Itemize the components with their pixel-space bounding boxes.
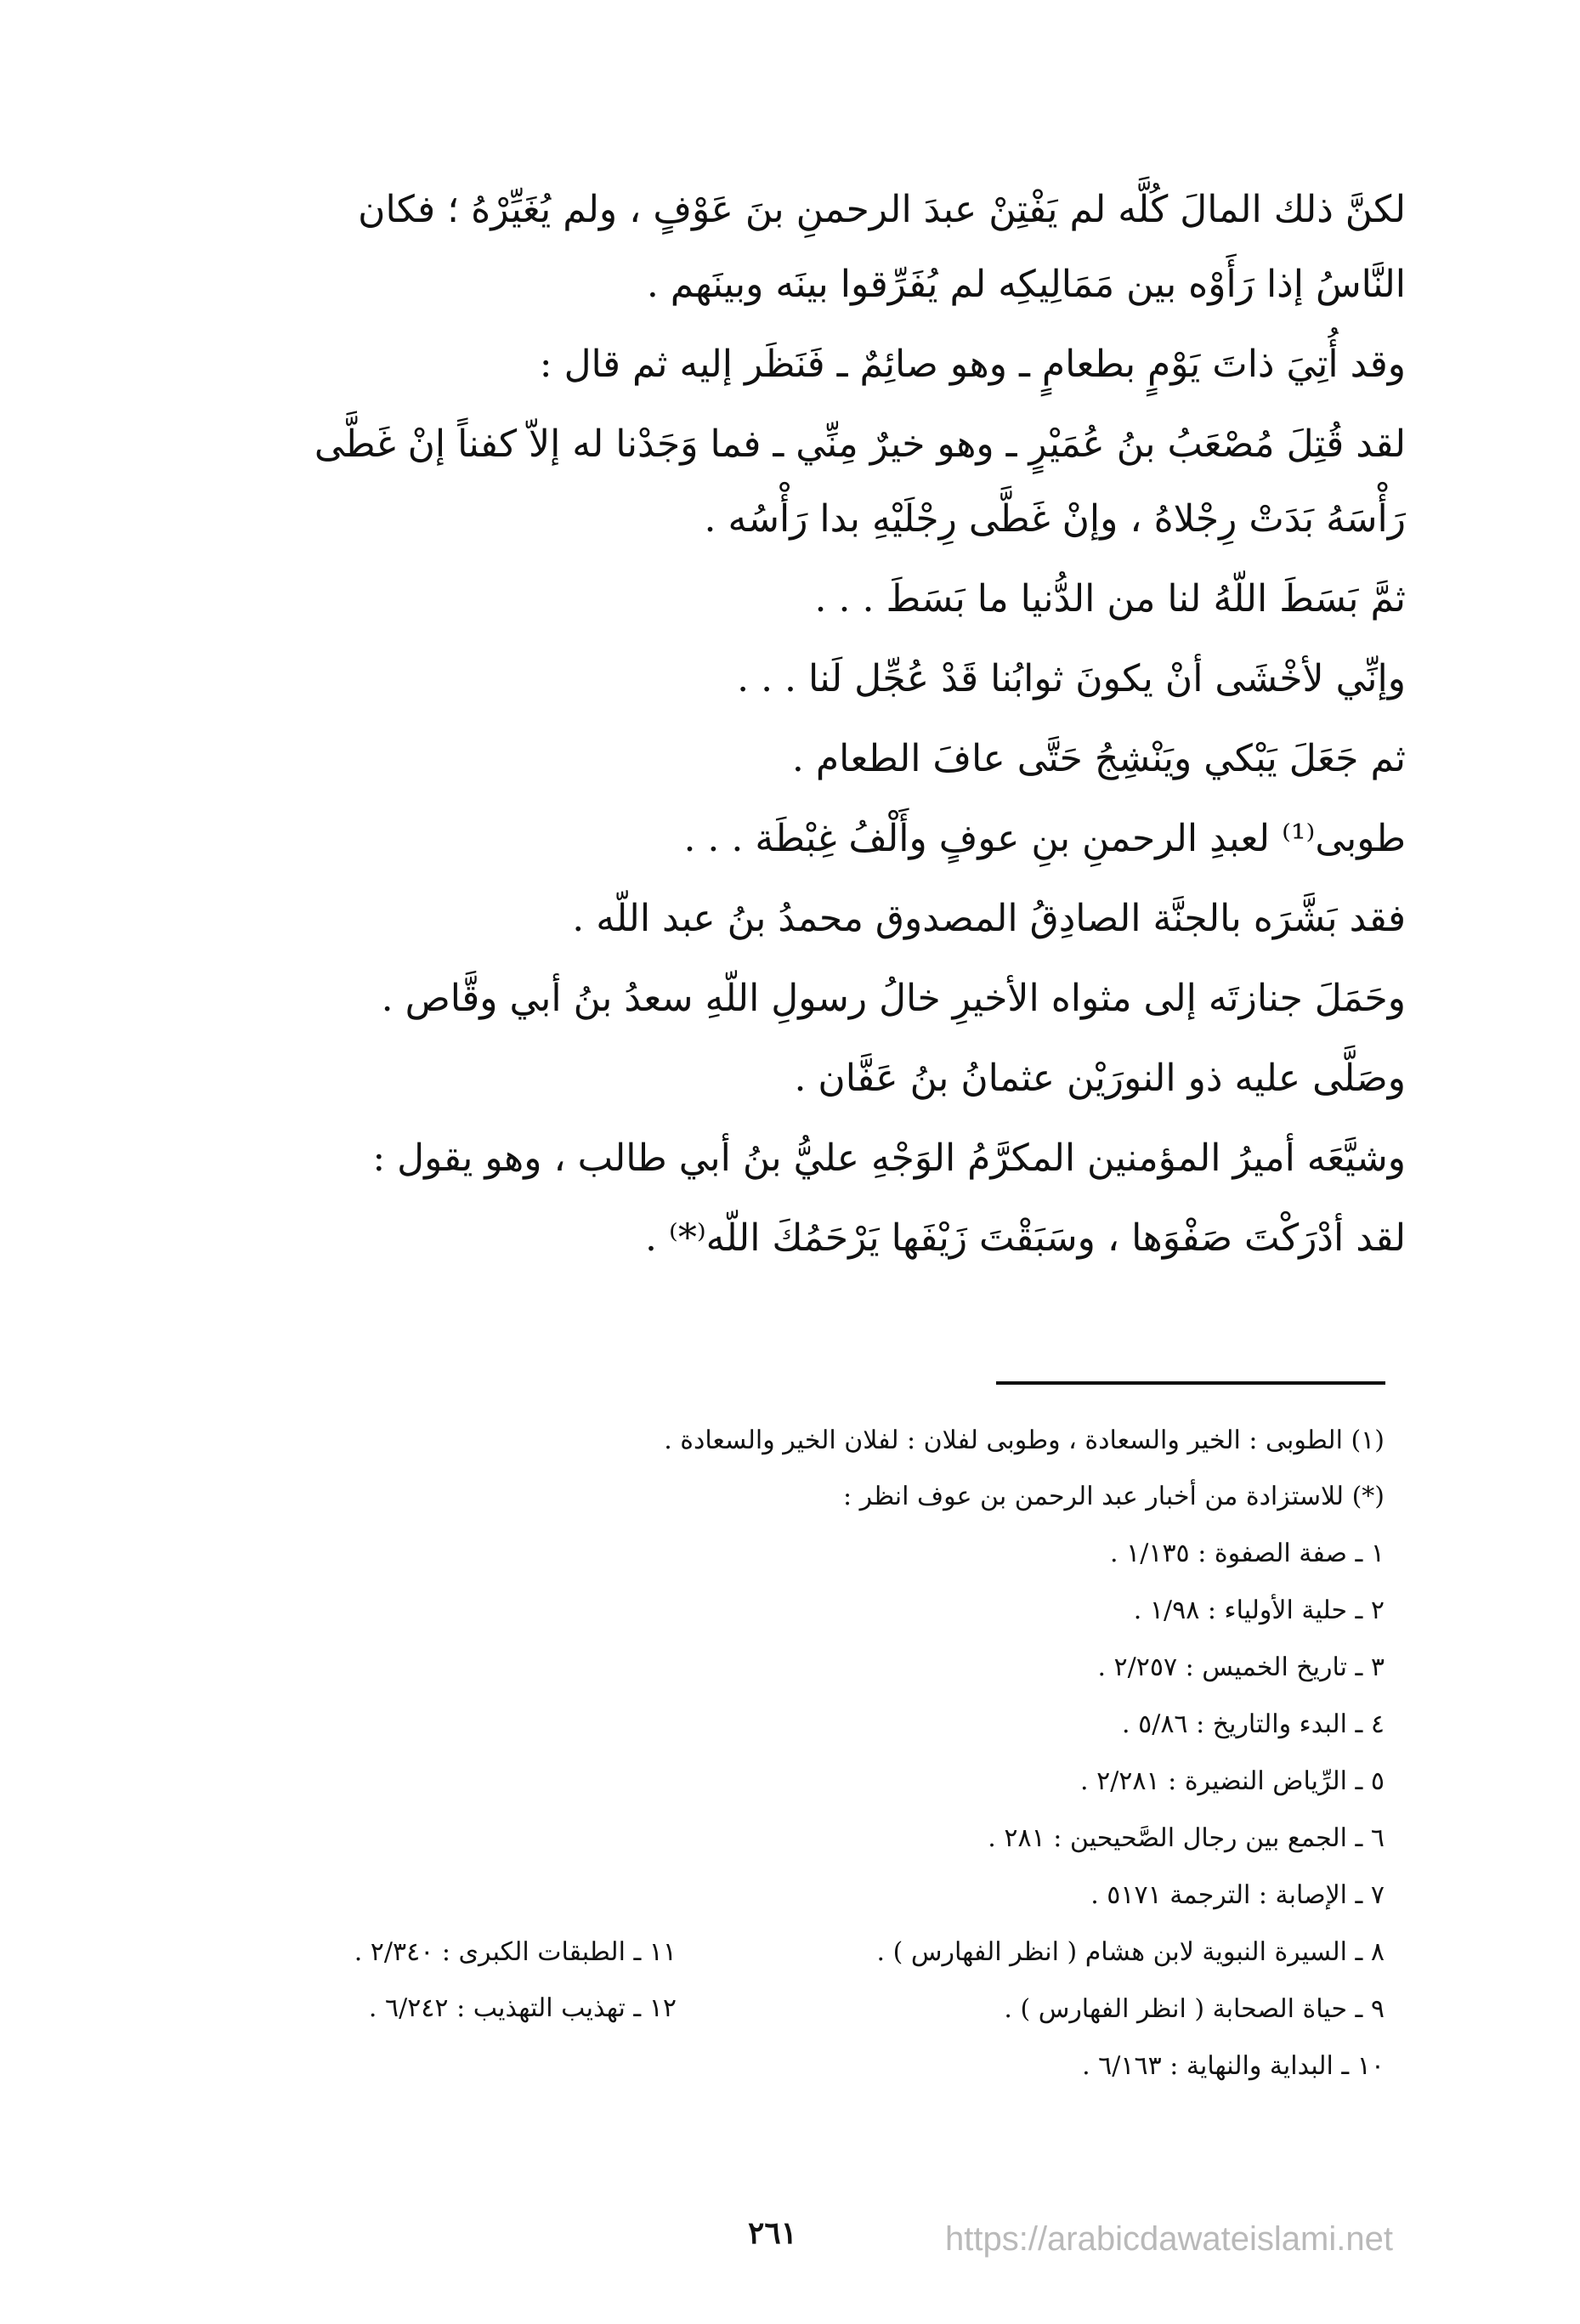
- body-line: وحَمَلَ جنازتَه إلى مثواه الأخيرِ خالُ رسولِ اللّهِ سعدُ بنُ أبي وقَّاص .: [381, 977, 1406, 1020]
- body-line: ثم جَعَلَ يَبْكي ويَنْشِجُ حَتَّى عافَ الطعام .: [791, 737, 1406, 780]
- reference-item: ٥ ـ الرِّياض النضيرة : ٢/٢٨١ .: [1080, 1766, 1385, 1796]
- footnote-divider: [996, 1381, 1385, 1385]
- reference-item: ٧ ـ الإصابة : الترجمة ٥١٧١ .: [1090, 1880, 1385, 1910]
- reference-item: ٦ ـ الجمع بين رجال الصَّحيحين : ٢٨١ .: [988, 1823, 1385, 1853]
- page-number: ٢٦١: [748, 2215, 798, 2251]
- footnote-star: (*) للاستزادة من أخبار عبد الرحمن بن عوف انظر :: [843, 1482, 1385, 1511]
- reference-item: ١١ ـ الطبقات الكبرى : ٢/٣٤٠ .: [354, 1937, 677, 1967]
- body-line: وشيَّعَه أميرُ المؤمنين المكرَّمُ الوَجْهِ عليُّ بنُ أبي طالب ، وهو يقول :: [372, 1136, 1406, 1180]
- body-line: لقد أدْرَكْتَ صَفْوَها ، وسَبَقْتَ زَيْفَها يَرْحَمُكَ اللّه⁽*⁾ .: [645, 1216, 1406, 1260]
- reference-item: ١٠ ـ البداية والنهاية : ٦/١٦٣ .: [1082, 2051, 1385, 2081]
- reference-list: [877, 1525, 1385, 2094]
- body-line: وإنِّي لأخْشَى أنْ يكونَ ثوابُنا قَدْ عُجِّل لَنا . . .: [737, 657, 1406, 700]
- footnotes: [178, 1413, 1385, 1525]
- reference-item: ٢ ـ حلية الأولياء : ١/٩٨ .: [1133, 1596, 1385, 1625]
- body-line: فقد بَشَّرَه بالجنَّة الصادِقُ المصدوق محمدُ بنُ عبد اللّه .: [572, 897, 1406, 940]
- reference-item: ٩ ـ حياة الصحابة ( انظر الفهارس ) .: [1004, 1994, 1385, 2024]
- body-line: وصَلَّى عليه ذو النورَيْن عثمانُ بنُ عَفَّان .: [794, 1057, 1406, 1100]
- reference-item: ١ ـ صفة الصفوة : ١/١٣٥ .: [1110, 1539, 1385, 1568]
- reference-item: ١٢ ـ تهذيب التهذيب : ٦/٢٤٢ .: [368, 1993, 677, 2023]
- body-line: لكنَّ ذلك المالَ كُلَّه لم يَفْتِنْ عبدَ الرحمنِ بنَ عَوْفٍ ، ولم يُغَيِّرْهُ ؛ فكان: [358, 188, 1406, 231]
- reference-item: ٣ ـ تاريخ الخميس : ٢/٢٥٧ .: [1097, 1652, 1385, 1682]
- body-line: رَأْسَهُ بَدَتْ رِجْلاهُ ، وإنْ غَطَّى رِجْلَيْهِ بدا رَأْسُه .: [704, 497, 1406, 541]
- body-line: وقد أُتِيَ ذاتَ يَوْمٍ بطعامٍ ـ وهو صائِمٌ ـ فَنَظَر إليه ثم قال :: [539, 343, 1406, 386]
- footnote-1: (١) الطوبى : الخير والسعادة ، وطوبى لفلان : لفلان الخير والسعادة .: [664, 1426, 1385, 1455]
- body-line: لقد قُتِلَ مُصْعَبُ بنُ عُمَيْرٍ ـ وهو خيرٌ مِنِّي ـ فما وَجَدْنا له إلاّ كفناً إنْ غَطَّى: [314, 422, 1406, 466]
- reference-list-continued: [354, 1924, 677, 2037]
- reference-item: ٨ ـ السيرة النبوية لابن هشام ( انظر الفهارس ) .: [876, 1937, 1385, 1967]
- body-line: ثمَّ بَسَطَ اللّهُ لنا من الدُّنيا ما بَسَطَ . . .: [814, 577, 1406, 621]
- watermark-url: https://arabicdawateislami.net: [945, 2220, 1393, 2258]
- body-line: النَّاسُ إذا رَأَوْه بين مَمَالِيكِه لم يُفَرِّقوا بينَه وبينَهم .: [646, 263, 1406, 306]
- main-text-block: [182, 170, 1406, 1278]
- reference-item: ٤ ـ البدء والتاريخ : ٥/٨٦ .: [1122, 1709, 1385, 1739]
- body-line: طوبى⁽¹⁾ لعبدِ الرحمنِ بنِ عوفٍ وأَلْفُ غِبْطَة . . .: [683, 817, 1406, 860]
